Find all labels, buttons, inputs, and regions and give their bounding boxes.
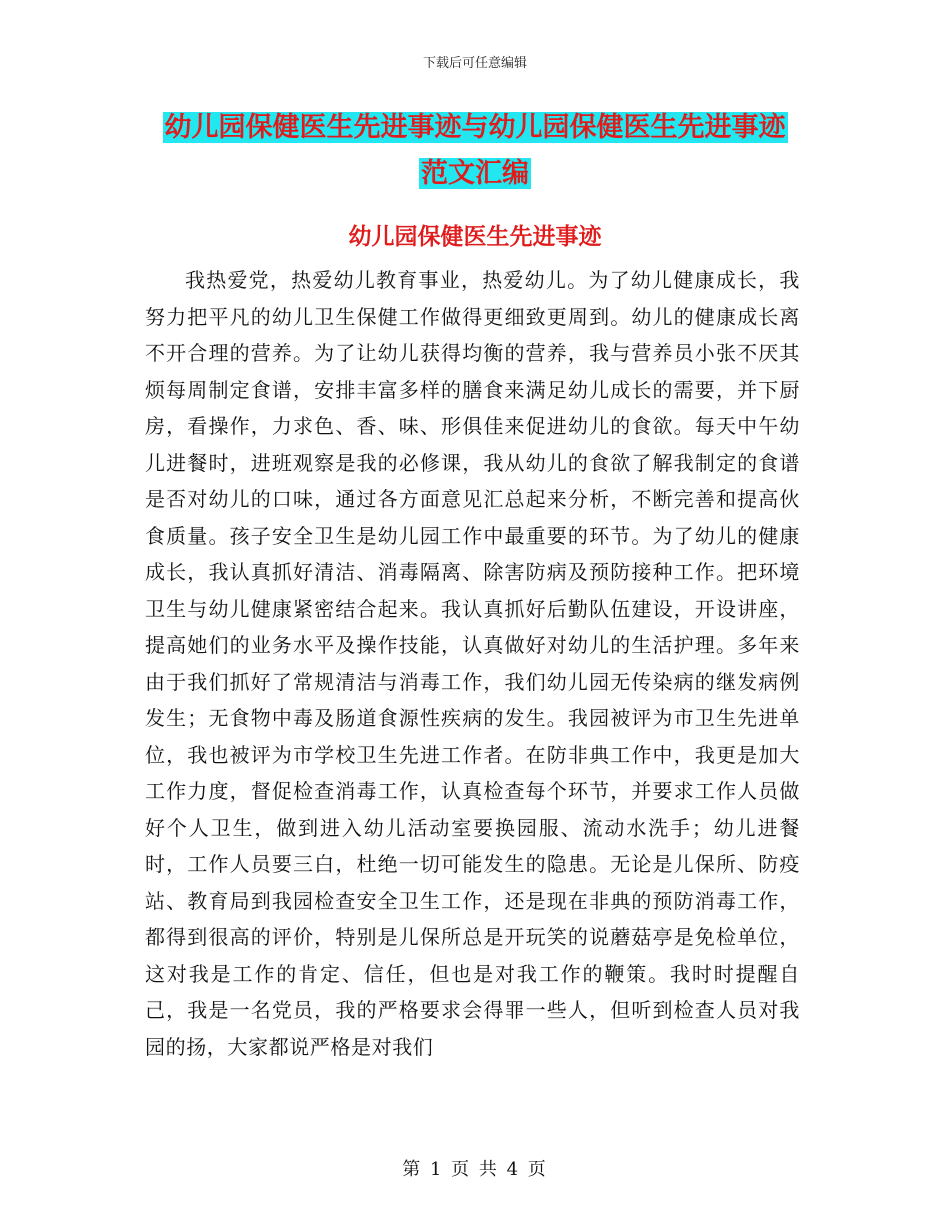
body-paragraph: 我热爱党，热爱幼儿教育事业，热爱幼儿。为了幼儿健康成长，我努力把平凡的幼儿卫生保健工作做得更细致更周到。幼儿的健康成长离不开合理的营养。为了让幼儿获得均衡的营养，我与营养员小张不厌其烦每周制定食谱，安排丰富多样的膳食来满足幼儿成长的需要，并下厨房，看操作，力求色、香、味、形俱佳来促进幼儿的食欲。每天中午幼儿进餐时，进班观察是我的必修课，我从幼儿的食欲了解我制定的食谱是否对幼儿的口味，通过各方面意见汇总起来分析，不断完善和提高伙食质量。孩子安全卫生是幼儿园工作中最重要的环节。为了幼儿的健康成长，我认真抓好清洁、消毒隔离、除害防病及预防接种工作。把环境卫生与幼儿健康紧密结合起来。我认真抓好后勤队伍建设，开设讲座，提高她们的业务水平及操作技能，认真做好对幼儿的生活护理。多年来由于我们抓好了常规清洁与消毒工作，我们幼儿园无传染病的继发病例发生；无食物中毒及肠道食源性疾病的发生。我园被评为市卫生先进单位，我也被评为市学校卫生先进工作者。在防非典工作中，我更是加大工作力度，督促检查消毒工作，认真检查每个环节，并要求工作人员做好个人卫生，做到进入幼儿活动室要换园服、流动水洗手；幼儿进餐时，工作人员要三白，杜绝一切可能发生的隐患。无论是儿保所、防疫站、教育局到我园检查安全卫生工作，还是现在非典的预防消毒工作，都得到很高的评价，特别是儿保所总是开玩笑的说蘑菇亭是免检单位，这对我是工作的肯定、信任，但也是对我工作的鞭策。我时时提醒自己，我是一名党员，我的严格要求会得罪一些人，但听到检查人员对我园的扬，大家都说严格是对我们	[145, 268, 800, 1059]
main-title-line-2: 范文汇编	[421, 158, 529, 189]
page-footer: 第 1 页 共 4 页	[402, 1159, 548, 1180]
header-note: 下载后可任意编辑	[422, 56, 527, 71]
main-title-line-1: 幼儿园保健医生先进事迹与幼儿园保健医生先进事迹	[164, 112, 786, 143]
main-title	[0, 105, 950, 197]
section-subtitle: 幼儿园保健医生先进事迹	[348, 223, 602, 250]
